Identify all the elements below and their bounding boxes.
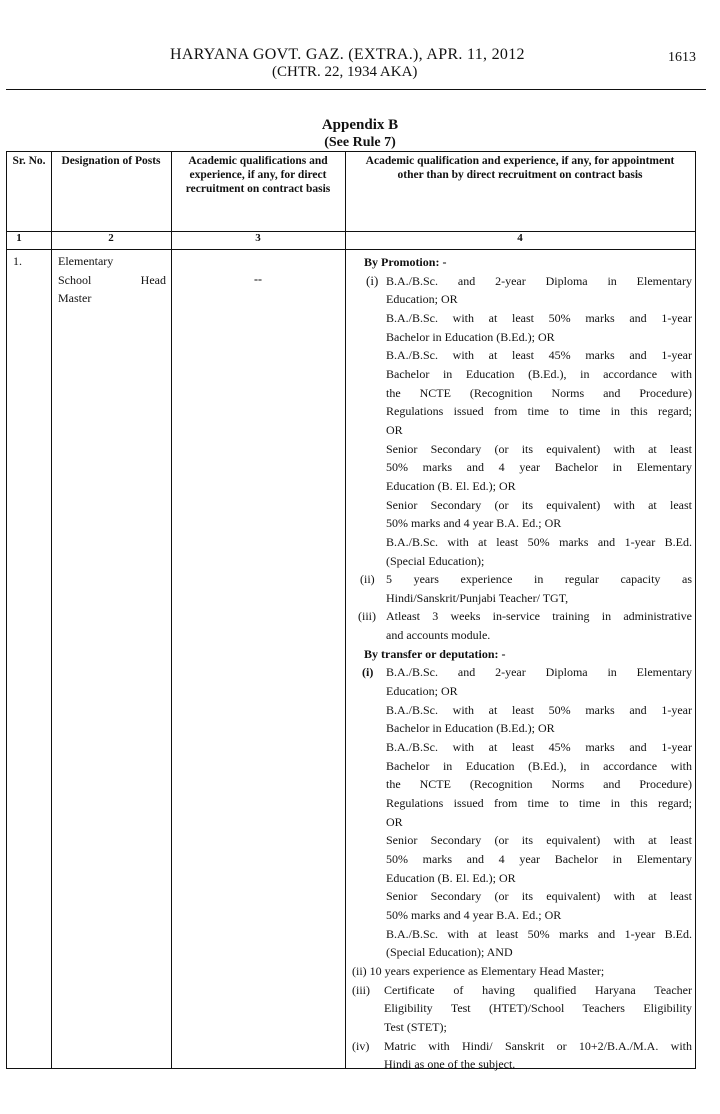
text-line: B.A./B.Sc. with at least 50% marks and 1-year B.Ed. xyxy=(386,534,692,549)
transfer-item-1 xyxy=(352,663,692,962)
page-number: 1613 xyxy=(668,50,696,65)
designation-line xyxy=(58,271,166,290)
text-line: Senior Secondary (or its equivalent) with at least xyxy=(386,497,692,512)
item-text xyxy=(386,272,692,571)
text-line: OR xyxy=(386,814,403,829)
text-line: (Special Education); xyxy=(386,553,485,568)
text-line: Atleast 3 weeks in-service training in administrative xyxy=(386,609,692,624)
text-line: Bachelor in Education (B.Ed.); OR xyxy=(386,721,555,736)
header-rule xyxy=(6,89,706,90)
text-line: 50% marks and 4 year B.A. Ed.; OR xyxy=(386,516,562,531)
text-line: Hindi as one of the subject. xyxy=(384,1057,516,1072)
column-divider xyxy=(171,152,172,1068)
item-text xyxy=(386,663,692,962)
text-line: the NCTE (Recognition Norms and Procedure) xyxy=(386,777,692,792)
item-number: (iii) xyxy=(358,609,376,624)
row-direct-recruitment: -- xyxy=(254,272,262,286)
promotion-item-2 xyxy=(352,570,692,607)
transfer-heading: By transfer or deputation: - xyxy=(364,646,506,661)
text-line: B.A./B.Sc. with at least 45% marks and 1-year xyxy=(386,348,692,363)
item-text xyxy=(384,981,692,1037)
column-divider xyxy=(51,152,52,1068)
transfer-item-3 xyxy=(352,981,692,1037)
item-text xyxy=(384,1037,692,1074)
text-line: Certificate of having qualified Haryana Teacher xyxy=(384,982,692,997)
header-sr-no: Sr. No. xyxy=(12,155,46,167)
text-line: 50% marks and 4 year Bachelor in Elementary xyxy=(386,852,692,866)
row-designation xyxy=(58,252,166,308)
promotion-item-3 xyxy=(352,607,692,644)
designation-word: Head xyxy=(140,272,166,287)
text-line: B.A./B.Sc. and 2-year Diploma in Elementary xyxy=(386,273,692,288)
item-number: (iv) xyxy=(352,1038,370,1053)
designation-word: School xyxy=(58,272,92,287)
item-text xyxy=(386,570,692,607)
text-line: B.A./B.Sc. with at least 50% marks and 1-year B.Ed. xyxy=(386,926,692,941)
gazette-subtitle: (CHTR. 22, 1934 AKA) xyxy=(272,64,418,80)
text-line: B.A./B.Sc. with at least 50% marks and 1-year xyxy=(386,702,692,717)
transfer-item-2: (ii) 10 years experience as Elementary Head Master; xyxy=(352,963,605,978)
column-divider xyxy=(345,152,346,1068)
designation-line: Elementary xyxy=(58,254,114,268)
header-designation: Designation of Posts xyxy=(61,155,161,167)
designation-line: Master xyxy=(58,291,92,306)
text-line: Bachelor in Education (B.Ed.); OR xyxy=(386,329,555,344)
text-line: Bachelor in Education (B.Ed.), in accordance with xyxy=(386,366,692,381)
text-line: Eligibility Test (HTET)/School Teachers Eligibility xyxy=(384,1001,692,1016)
appendix-title: Appendix B xyxy=(321,117,399,133)
text-line: Senior Secondary (or its equivalent) with at least xyxy=(386,833,692,848)
appendix-subtitle: (See Rule 7) xyxy=(324,135,396,150)
header-other-appointment: Academic qualification and experience, if any, for appointment other than by direct recruitment on contract basis xyxy=(365,155,675,181)
text-line: the NCTE (Recognition Norms and Procedure) xyxy=(386,385,692,400)
text-line: OR xyxy=(386,422,403,437)
item-number: (iii) xyxy=(352,982,370,997)
text-line: Hindi/Sanskrit/Punjabi Teacher/ TGT, xyxy=(386,590,569,605)
text-line: (Special Education); AND xyxy=(386,945,513,960)
text-line: B.A./B.Sc. with at least 50% marks and 1-year xyxy=(386,310,692,325)
row-other-appointment xyxy=(352,253,692,1074)
item-number: (i) xyxy=(362,665,374,680)
text-line: Regulations issued from time to time in this regard; xyxy=(386,404,692,419)
gazette-header xyxy=(0,0,720,95)
text-line: Education (B. El. Ed.); OR xyxy=(386,870,516,885)
text-line: Regulations issued from time to time in this regard; xyxy=(386,796,692,811)
column-number-2: 2 xyxy=(108,232,114,244)
item-text xyxy=(386,607,692,644)
promotion-item-1 xyxy=(352,272,692,571)
column-number-4: 4 xyxy=(517,232,523,244)
column-number-3: 3 xyxy=(255,232,261,244)
qualifications-table xyxy=(6,151,696,1072)
text-line: 50% marks and 4 year B.A. Ed.; OR xyxy=(386,907,562,922)
transfer-item-4 xyxy=(352,1037,692,1074)
text-line: Education; OR xyxy=(386,684,458,699)
text-line: Test (STET); xyxy=(384,1019,447,1034)
promotion-heading: By Promotion: - xyxy=(364,255,447,269)
text-line: 5 years experience in regular capacity as xyxy=(386,572,692,587)
text-line: Senior Secondary (or its equivalent) with at least xyxy=(386,441,692,456)
text-line: Education; OR xyxy=(386,292,458,307)
text-line: and accounts module. xyxy=(386,628,491,643)
text-line: Education (B. El. Ed.); OR xyxy=(386,478,516,493)
text-line: B.A./B.Sc. with at least 45% marks and 1-year xyxy=(386,740,692,755)
text-line: Bachelor in Education (B.Ed.), in accordance with xyxy=(386,758,692,773)
text-line: B.A./B.Sc. and 2-year Diploma in Elementary xyxy=(386,665,692,680)
column-number-1: 1 xyxy=(16,232,22,244)
row-divider xyxy=(7,249,695,250)
gazette-title: HARYANA GOVT. GAZ. (EXTRA.), APR. 11, 2012 xyxy=(170,46,525,63)
text-line: 50% marks and 4 year Bachelor in Elementary xyxy=(386,460,692,475)
text-line: Matric with Hindi/ Sanskrit or 10+2/B.A./M.A. with xyxy=(384,1038,692,1053)
item-number: (i) xyxy=(366,272,379,288)
item-number: (ii) xyxy=(360,572,375,587)
header-direct-recruitment: Academic qualifications and experience, if any, for direct recruitment on contract basis xyxy=(185,155,331,195)
text-line: Senior Secondary (or its equivalent) with at least xyxy=(386,889,692,904)
row-sr-no: 1. xyxy=(13,254,22,268)
